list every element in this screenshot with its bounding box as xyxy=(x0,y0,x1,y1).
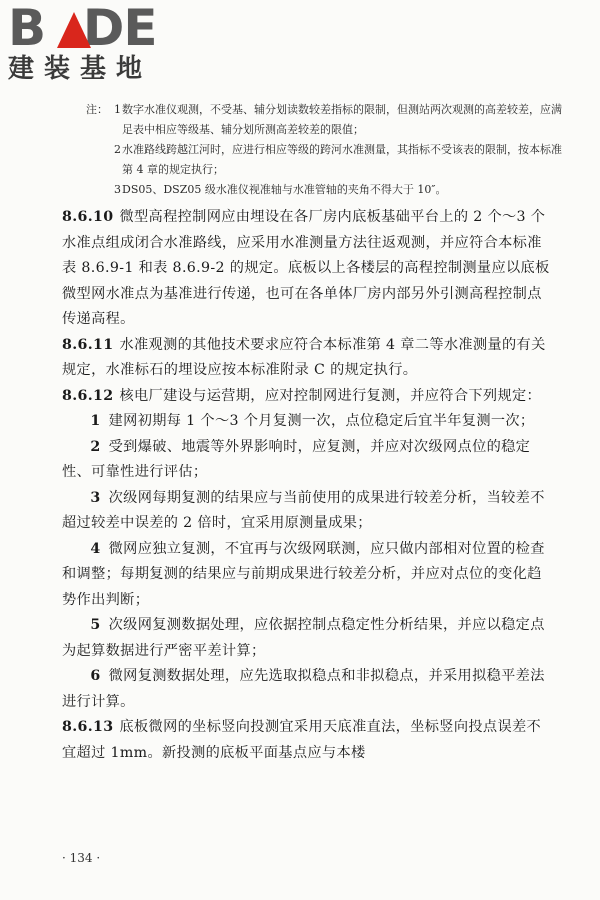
list-item-4 xyxy=(62,537,550,614)
item-text: 微网应独立复测，不宜再与次级网联测，应只做内部相对位置的检查和调整；每期复测的结果应与前期成果进行较差分析，并应对点位的变化趋势作出判断； xyxy=(62,540,545,608)
body-text xyxy=(62,205,550,766)
item-number: 2 xyxy=(90,438,101,455)
clause-8-6-13 xyxy=(62,715,550,766)
item-text: 次级网复测数据处理，应依据控制点稳定性分析结果，并应以稳定点为起算数据进行严密平差计算； xyxy=(62,617,545,659)
item-text: 受到爆破、地震等外界影响时，应复测，并应对次级网点位的稳定性、可靠性进行评估； xyxy=(62,438,531,480)
clause-text: 微型高程控制网应由埋设在各厂房内底板基础平台上的 2 个～3 个水准点组成闭合水准路线，应采用水准测量方法往返观测，并应符合本标准表 8.6.9-1 和表 8.6.9-2 的规定。底板以上各楼层的高程控制测量应以底板微型网水准点为基准进行传递，也可在各单体厂房内部另外引测高程控制点传递高程。 xyxy=(62,209,550,327)
clause-text: 核电厂建设与运营期，应对控制网进行复测，并应符合下列规定： xyxy=(119,387,542,404)
list-item-3 xyxy=(62,486,550,537)
clause-8-6-11 xyxy=(62,333,550,384)
item-text: 建网初期每 1 个～3 个月复测一次，点位稳定后宜半年复测一次； xyxy=(108,413,535,429)
note-number: 1 xyxy=(114,103,121,116)
clause-number: 8.6.12 xyxy=(62,387,114,404)
table-notes xyxy=(86,100,566,200)
note-mark: 注： xyxy=(86,103,108,116)
note-2 xyxy=(86,140,566,180)
logo-subtitle: 建装基地 xyxy=(8,54,153,84)
list-item-5 xyxy=(62,613,550,664)
note-text: DS05、DSZ05 级水准仪视准轴与水准管轴的夹角不得大于 10″。 xyxy=(122,183,447,196)
item-text: 微网复测数据处理，应先选取拟稳点和非拟稳点，并采用拟稳平差法进行计算。 xyxy=(62,668,545,710)
logo-triangle-icon xyxy=(57,12,91,48)
logo-wordmark-text: B​ DE xyxy=(8,0,157,57)
list-item-1 xyxy=(62,409,550,435)
note-3 xyxy=(86,180,566,200)
item-text: 次级网每期复测的结果应与当前使用的成果进行较差分析，当较差不超过较差中误差的 2 倍时，宜采用原测量成果； xyxy=(62,489,545,531)
clause-text: 水准观测的其他技术要求应符合本标准第 4 章二等水准测量的有关规定，水准标石的埋设应按本标准附录 C 的规定执行。 xyxy=(62,336,546,378)
note-number: 2 xyxy=(114,143,121,156)
note-number: 3 xyxy=(114,183,121,196)
note-1 xyxy=(86,100,566,140)
item-number: 5 xyxy=(90,617,101,633)
clause-8-6-12 xyxy=(62,384,550,410)
logo-wordmark xyxy=(8,0,178,57)
clause-number: 8.6.10 xyxy=(62,209,114,225)
item-number: 3 xyxy=(90,489,101,506)
clause-number: 8.6.11 xyxy=(62,336,114,353)
clause-text: 底板微网的坐标竖向投测宜采用天底准直法，坐标竖向投点误差不宜超过 1mm。新投测的底板平面基点应与本楼 xyxy=(62,719,542,761)
clause-number: 8.6.13 xyxy=(62,719,114,735)
list-item-6 xyxy=(62,664,550,715)
item-number: 1 xyxy=(90,413,101,429)
item-number: 4 xyxy=(90,540,101,557)
item-number: 6 xyxy=(90,668,101,684)
note-text: 水准路线跨越江河时，应进行相应等级的跨河水准测量，其指标不受该表的限制，按本标准第 4 章的规定执行； xyxy=(122,143,562,176)
clause-8-6-10 xyxy=(62,205,550,333)
page-number: · 134 · xyxy=(62,851,101,865)
list-item-2 xyxy=(62,435,550,486)
publisher-logo xyxy=(8,0,178,84)
note-text: 数字水准仪观测，不受基、辅分划读数较差指标的限制，但测站两次观测的高差较差，应满足表中相应等级基、辅分划所测高差较差的限值； xyxy=(122,103,562,136)
